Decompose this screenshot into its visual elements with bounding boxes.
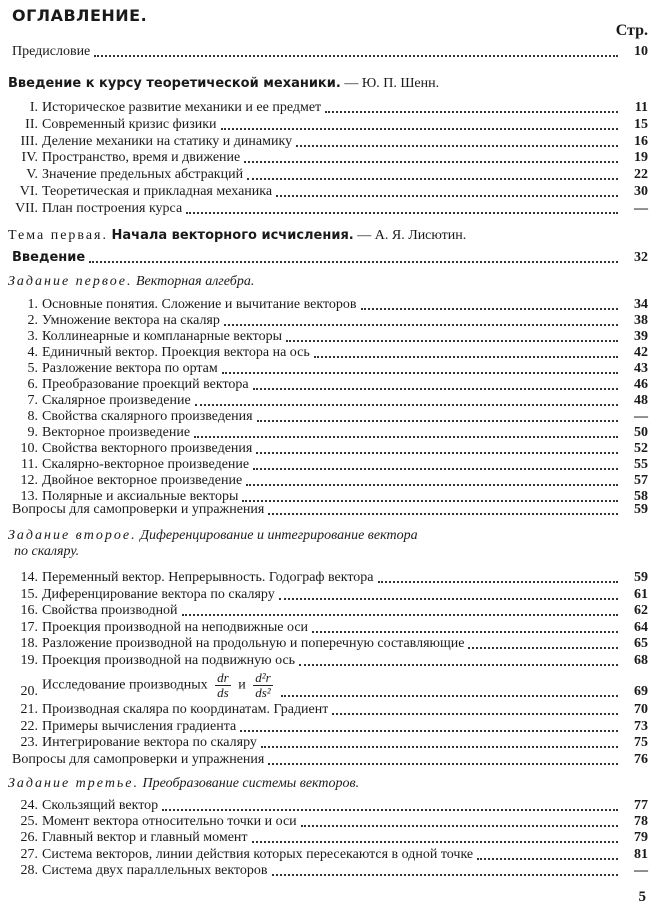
toc-entry: 3. Коллинеарные и компланарные векторы 39 <box>27 329 648 344</box>
toc-entry: 2. Умножение вектора на скаляр 38 <box>27 313 648 328</box>
leader-dots <box>268 513 618 515</box>
leader-dots <box>194 436 618 438</box>
leader-dots <box>286 340 618 342</box>
toc-entry: 5. Разложение вектора по ортам 43 <box>27 361 648 376</box>
toc-entry: 7. Скалярное произведение 48 <box>27 393 648 408</box>
toc-entry: 18. Разложение производной на продольную и поперечную составляющие 65 <box>20 636 648 651</box>
leader-dots <box>224 324 618 326</box>
task2-heading-line2: по скаляру. <box>14 544 80 559</box>
toc-entry: 22. Примеры вычисления градиента 73 <box>20 718 648 734</box>
leader-dots <box>182 614 618 616</box>
toc-entry: 16. Свойства производной 62 <box>20 603 648 618</box>
toc-entry-20: 20. Исследование производных $\frac{dr}{ds}$ и $\frac{\text{d²r}}{\text{ds²}}$ 69 <box>20 671 648 700</box>
leader-dots <box>281 695 618 697</box>
task3-heading: Задание третье. Преобразование системы векторов. <box>8 776 360 791</box>
leader-dots <box>276 195 618 197</box>
leader-dots <box>299 664 618 666</box>
leader-dots <box>253 468 618 470</box>
leader-dots <box>301 825 618 827</box>
toc-entry: I. Историческое развитие механики и ее предмет 11 <box>29 100 648 115</box>
toc-entry-task2-questions: Вопросы для самопроверки и упражнения 76 <box>12 752 648 767</box>
toc-entry: 23. Интегрирование вектора по скаляру 75 <box>20 735 648 750</box>
section-heading-intro: Введение к курсу теоретической механики. — Ю. П. Шенн. <box>8 76 440 91</box>
toc-entry: 15. Диференцирование вектора по скаляру 61 <box>20 586 648 602</box>
toc-entry: 24. Скользящий вектор 77 <box>20 798 648 813</box>
task1-heading: Задание первое. Векторная алгебра. <box>8 274 255 289</box>
leader-dots <box>244 161 618 163</box>
fraction-d2r-ds2: $\frac{\text{d²r}}{\text{ds²}}$ <box>255 671 271 700</box>
toc-entry: 26. Главный вектор и главный момент 79 <box>20 830 648 846</box>
toc-entry: II. Современный кризис физики 15 <box>25 116 648 132</box>
toc-entry: 19. Проекция производной на подвижную ось 68 <box>20 652 648 668</box>
leader-dots <box>314 356 618 358</box>
leader-dots <box>296 145 618 147</box>
leader-dots <box>272 874 618 876</box>
leader-dots <box>222 372 618 374</box>
toc-entry: 17. Проекция производной на неподвижные оси 64 <box>20 619 648 635</box>
leader-dots <box>252 841 618 843</box>
toc-entry: 27. Система векторов, линии действия которых пересекаются в одной точке 81 <box>20 846 648 862</box>
leader-dots <box>195 404 618 406</box>
leader-dots <box>247 178 618 180</box>
toc-entry: 21. Производная скаляра по координатам. Градиент 70 <box>20 702 648 717</box>
toc-entry: 25. Момент вектора относительно точки и оси 78 <box>20 814 648 830</box>
toc-entry: 8. Свойства скалярного произведения — <box>27 409 648 424</box>
leader-dots <box>162 809 618 811</box>
toc-entry: V. Значение предельных абстракций 22 <box>26 167 648 183</box>
fraction-dr-ds: $\frac{dr}{ds}$ <box>217 671 229 700</box>
page-column-header: Стр. <box>615 22 648 39</box>
leader-dots <box>477 858 618 860</box>
leader-dots <box>361 308 618 310</box>
leader-dots <box>261 746 618 748</box>
leader-dots <box>240 730 618 732</box>
leader-dots <box>268 763 618 765</box>
toc-entry: IV. Пространство, время и движение 19 <box>21 150 648 166</box>
leader-dots <box>312 631 618 633</box>
toc-entry: VII. План построения курса — <box>15 200 648 216</box>
toc-entry: 10. Свойства векторного произведения 52 <box>20 441 648 456</box>
toc-entry: 9. Векторное произведение 50 <box>27 425 648 440</box>
toc-entry: 4. Единичный вектор. Проекция вектора на ось 42 <box>27 345 648 360</box>
toc-entry-theme1-intro: Введение 32 <box>12 250 648 265</box>
toc-entry-preface: Предисловие 10 <box>12 44 648 59</box>
leader-dots <box>325 111 618 113</box>
page-number: 5 <box>638 889 646 905</box>
toc-entry: 6. Преобразование проекций вектора 46 <box>27 377 648 392</box>
leader-dots <box>279 598 618 600</box>
leader-dots <box>89 261 618 263</box>
toc-entry: 12. Двойное векторное произведение 57 <box>20 473 648 488</box>
leader-dots <box>253 388 618 390</box>
section-heading-theme1: Тема первая. Начала векторного исчисления. — А. Я. Лисютин. <box>8 228 467 243</box>
toc-entry-task1-questions: Вопросы для самопроверки и упражнения 59 <box>12 502 648 517</box>
toc-entry: 11. Скалярно-векторное произведение 55 <box>21 457 648 472</box>
leader-dots <box>257 420 618 422</box>
toc-entry: 13. Полярные и аксиальные векторы 58 <box>20 489 648 504</box>
toc-entry: 14. Переменный вектор. Непрерывность. Годограф вектора 59 <box>20 570 648 585</box>
leader-dots <box>221 128 618 130</box>
toc-entry: 28. Система двух параллельных векторов — <box>20 862 648 878</box>
task2-heading: Задание второе. Диференцирование и интегрирование вектора <box>8 528 418 543</box>
leader-dots <box>468 647 618 649</box>
leader-dots <box>378 581 618 583</box>
toc-entry: 1. Основные понятия. Сложение и вычитание векторов 34 <box>27 297 648 312</box>
page-title: ОГЛАВЛЕНИЕ. <box>12 6 148 25</box>
leader-dots <box>256 452 618 454</box>
toc-entry: III. Деление механики на статику и динамику 16 <box>20 133 648 149</box>
toc-entry: VI. Теоретическая и прикладная механика 30 <box>19 184 648 199</box>
leader-dots <box>246 484 618 486</box>
leader-dots <box>186 212 618 214</box>
leader-dots <box>94 55 618 57</box>
leader-dots <box>332 713 618 715</box>
